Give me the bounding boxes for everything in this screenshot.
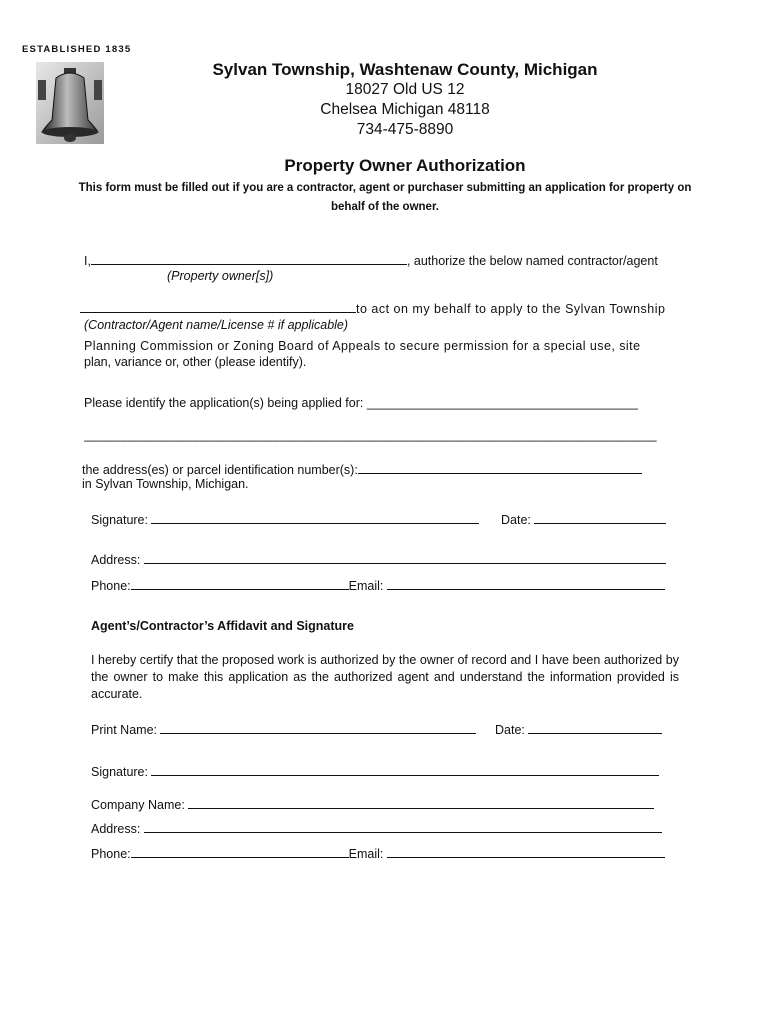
agent-date-field[interactable] [528, 721, 662, 734]
agent-email-label: Email: [348, 847, 384, 861]
address-line-2: in Sylvan Township, Michigan. [82, 477, 249, 491]
form-title: Property Owner Authorization [284, 156, 526, 175]
street-address: 18027 Old US 12 [345, 81, 465, 98]
company-row [91, 796, 654, 812]
address-row [82, 461, 642, 477]
print-name-label: Print Name: [91, 723, 157, 737]
owner-phone-label: Phone: [91, 579, 131, 593]
owner-date-row [501, 511, 666, 527]
agent-section-heading: Agent’s/Contractor’s Affidavit and Signature [91, 619, 354, 633]
owner-signature-row [91, 511, 479, 527]
agent-address-label: Address: [91, 822, 141, 836]
agent-name-field[interactable] [80, 300, 356, 313]
address-parcel-label: the address(es) or parcel identification number(s): [82, 463, 358, 477]
owner-email-field[interactable] [387, 577, 665, 590]
agent-signature-row [91, 763, 659, 779]
established-label: ESTABLISHED 1835 [22, 44, 132, 55]
applications-label: Please identify the application(s) being applied for: [84, 396, 364, 410]
bell-logo [36, 62, 104, 144]
owner-contact-row [91, 577, 665, 593]
agent-phone-label: Phone: [91, 847, 131, 861]
company-label: Company Name: [91, 798, 185, 812]
owner-email-label: Email: [348, 579, 384, 593]
purpose-line-2: plan, variance or, other (please identify). [84, 355, 307, 369]
agent-contact-row [91, 845, 665, 861]
company-field[interactable] [188, 796, 654, 809]
owner-address-field[interactable] [144, 551, 666, 564]
print-name-row [91, 721, 476, 737]
agent-signature-label: Signature: [91, 765, 148, 779]
agent-phone-field[interactable] [131, 845, 349, 858]
agent-date-row [495, 721, 662, 737]
authorize-text: , authorize the below named contractor/agent [406, 254, 658, 268]
owner-date-field[interactable] [534, 511, 666, 524]
owner-address-label: Address: [91, 553, 141, 567]
owner-name-field[interactable] [91, 252, 407, 265]
city-address: Chelsea Michigan 48118 [320, 101, 490, 118]
owner-caption: (Property owner[s]) [167, 269, 274, 283]
print-name-field[interactable] [160, 721, 476, 734]
affidavit-text: I hereby certify that the proposed work is authorized by the owner of record and I have been authorized by the owner to make this application as the authorized agent and understand the information provided is accurate. [91, 653, 679, 701]
owner-statement [84, 252, 658, 268]
applications-field[interactable]: _______________________________________ [366, 396, 638, 410]
applications-field-2[interactable]: _______________________________________________________________________________ [84, 428, 657, 442]
agent-signature-field[interactable] [151, 763, 659, 776]
act-statement [80, 300, 665, 316]
owner-signature-label: Signature: [91, 513, 148, 527]
township-title: Sylvan Township, Washtenaw County, Michigan [212, 60, 598, 79]
act-text: to act on my behalf to apply to the Sylvan Township [356, 302, 666, 316]
phone-number: 734-475-8890 [356, 121, 454, 138]
form-instructions: This form must be filled out if you are a contractor, agent or purchaser submitting an application for property on behalf of the owner. [78, 182, 692, 213]
agent-date-label: Date: [495, 723, 525, 737]
owner-date-label: Date: [501, 513, 531, 527]
purpose-line-1: Planning Commission or Zoning Board of Appeals to secure permission for a special use, site [84, 339, 641, 353]
owner-address-row [91, 551, 666, 567]
applications-row [84, 396, 638, 410]
agent-address-row [91, 820, 662, 836]
agent-email-field[interactable] [387, 845, 665, 858]
i-label: I, [84, 254, 91, 268]
owner-phone-field[interactable] [131, 577, 349, 590]
agent-caption: (Contractor/Agent name/License # if applicable) [84, 318, 349, 332]
agent-address-field[interactable] [144, 820, 662, 833]
address-parcel-field[interactable] [358, 461, 642, 474]
owner-signature-field[interactable] [151, 511, 479, 524]
